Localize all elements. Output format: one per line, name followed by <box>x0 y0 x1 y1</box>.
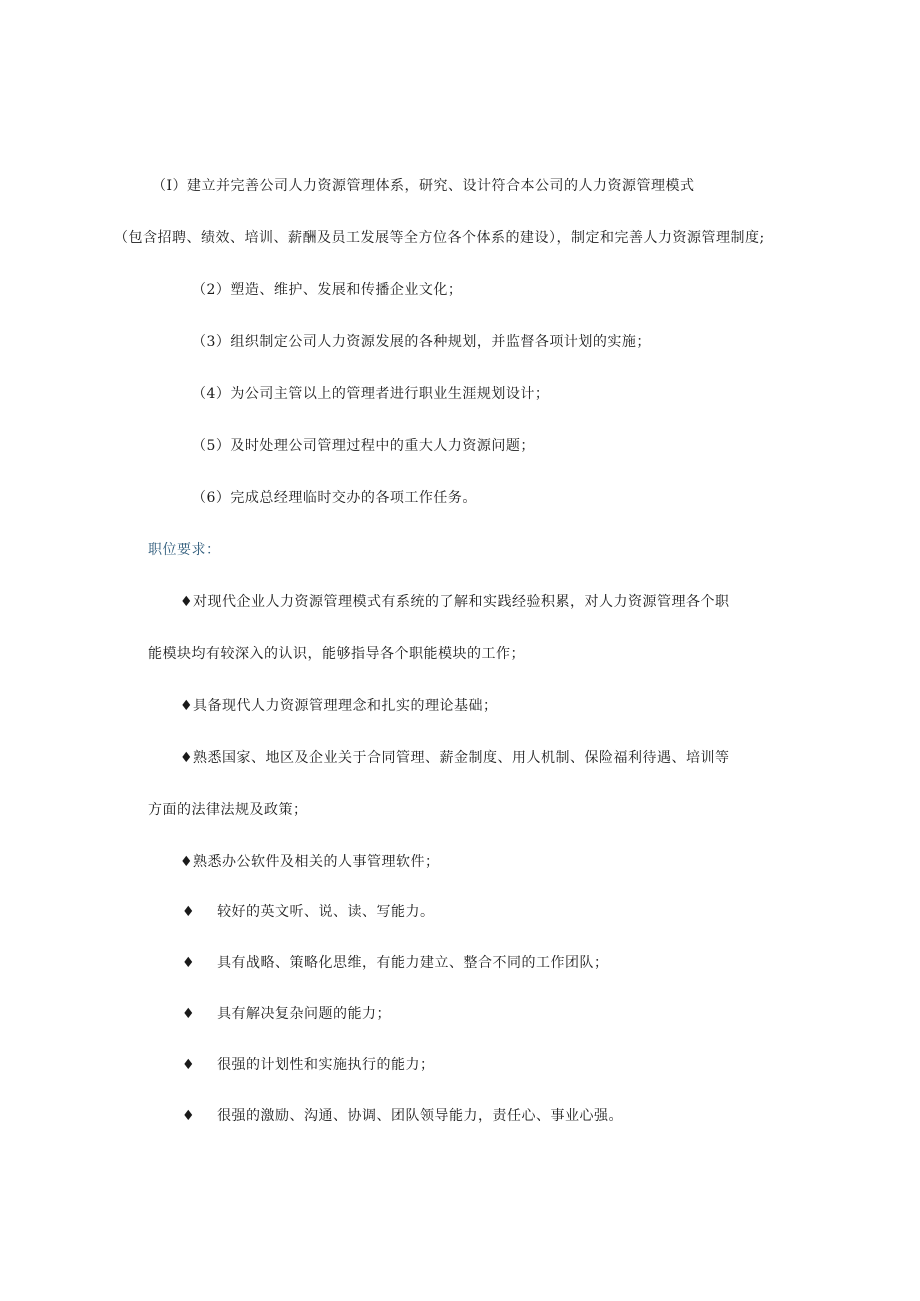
bullet-item <box>182 953 609 973</box>
bullet-item <box>182 1055 435 1075</box>
bullet-item-text: 较好的英文听、说、读、写能力。 <box>217 904 435 920</box>
duty-item-1: （I）建立并完善公司人力资源管理体系，研究、设计符合本公司的人力资源管理模式 <box>152 178 695 194</box>
bullet-item-text: 具有解决复杂问题的能力； <box>217 1006 392 1022</box>
diamond-bullet-icon: ♦ <box>182 1108 196 1124</box>
bullet-item <box>182 1004 391 1024</box>
requirement-item: ♦具备现代人力资源管理理念和扎实的理论基础； <box>180 698 498 714</box>
bullet-item-text: 很强的激励、沟通、协调、团队领导能力，责任心、事业心强。 <box>217 1108 624 1124</box>
diamond-bullet-icon: ♦ <box>182 1057 196 1073</box>
requirement-item: ♦对现代企业人力资源管理模式有系统的了解和实践经验积累，对人力资源管理各个职 <box>180 594 730 610</box>
requirement-item-continued: 方面的法律法规及政策； <box>148 802 308 818</box>
duty-item-3: （3）组织制定公司人力资源发展的各种规划，并监督各项计划的实施； <box>192 334 651 350</box>
requirement-item-continued: 能模块均有较深入的认识，能够指导各个职能模块的工作； <box>148 646 525 662</box>
requirements-heading: 职位要求： <box>148 542 221 558</box>
requirement-item: ♦熟悉国家、地区及企业关于合同管理、薪金制度、用人机制、保险福利待遇、培训等 <box>180 750 730 766</box>
bullet-item-text: 具有战略、策略化思维，有能力建立、整合不同的工作团队； <box>217 955 609 971</box>
bullet-item <box>182 1106 623 1126</box>
requirement-item: ♦熟悉办公软件及相关的人事管理软件； <box>180 854 440 870</box>
diamond-bullet-icon: ♦ <box>182 904 196 920</box>
duty-item-5: （5）及时处理公司管理过程中的重大人力资源问题； <box>192 438 535 454</box>
duty-item-2: （2）塑造、维护、发展和传播企业文化； <box>192 282 463 298</box>
diamond-bullet-icon: ♦ <box>182 1006 196 1022</box>
diamond-bullet-icon: ♦ <box>182 955 196 971</box>
duty-item-4: （4）为公司主管以上的管理者进行职业生涯规划设计； <box>192 386 550 402</box>
duty-item-1-continued: （包含招聘、绩效、培训、薪酬及员工发展等全方位各个体系的建设），制定和完善人力资源管理制度; <box>114 230 765 246</box>
duty-item-6: （6）完成总经理临时交办的各项工作任务。 <box>192 490 477 506</box>
bullet-item <box>182 902 435 922</box>
bullet-item-text: 很强的计划性和实施执行的能力； <box>217 1057 435 1073</box>
